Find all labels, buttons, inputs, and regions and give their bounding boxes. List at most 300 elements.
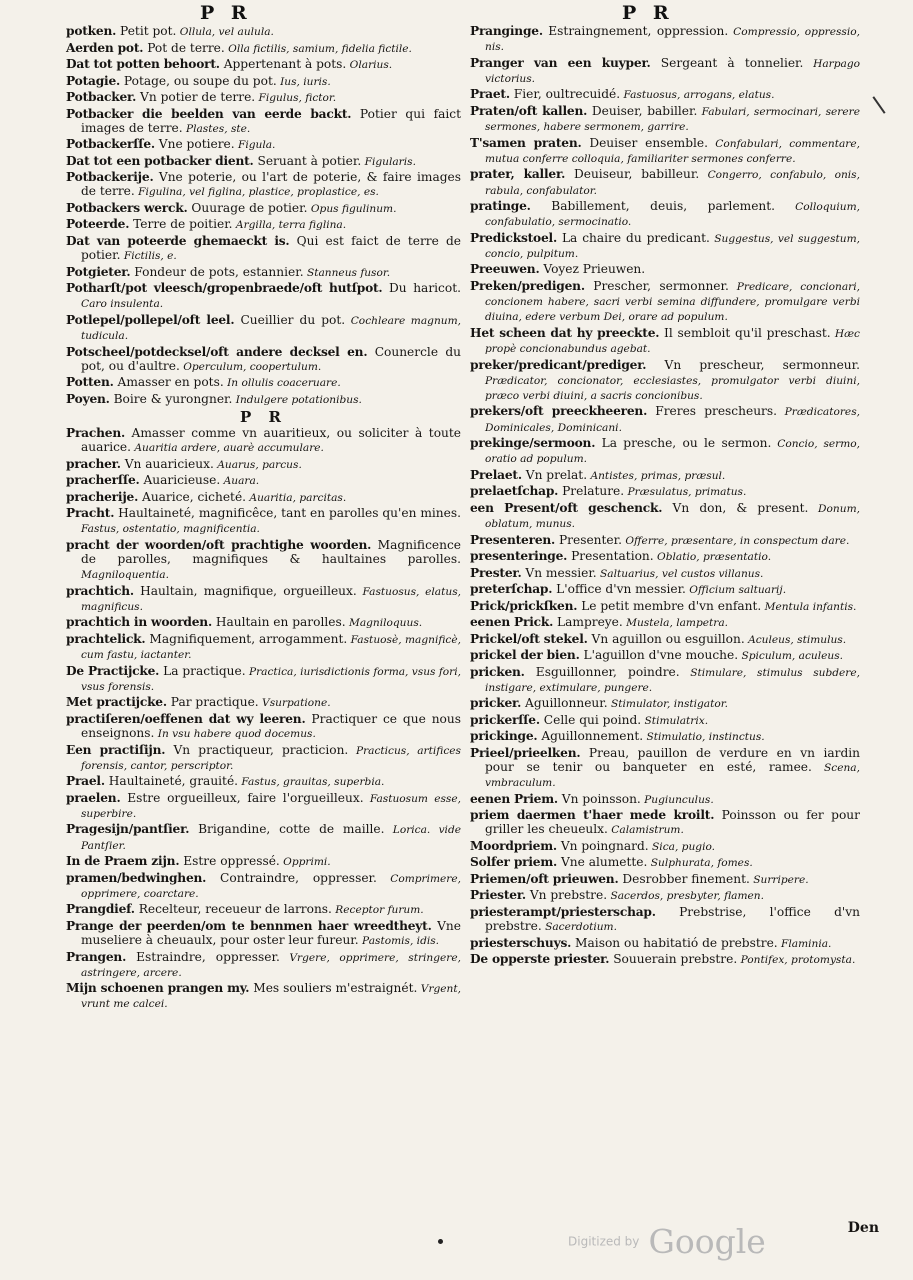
entry-headword: Potbackerije. xyxy=(66,170,154,185)
entry-latin: Magniloquus. xyxy=(345,617,423,630)
dictionary-entry xyxy=(470,566,860,581)
entry-headword: Poyen. xyxy=(66,391,110,406)
entry-headword: eenen Prick. xyxy=(470,615,554,630)
dictionary-entry xyxy=(66,473,461,488)
entry-headword: pracherſſe. xyxy=(66,473,140,488)
dictionary-entry xyxy=(66,902,461,917)
dictionary-entry xyxy=(66,201,461,216)
entry-latin: Figulina, vel figlina, plastice, proplastice, es. xyxy=(134,186,379,199)
dictionary-entry xyxy=(470,56,860,86)
entry-headword: prekers/oft preeckheeren. xyxy=(470,404,648,419)
entry-headword: prachtich. xyxy=(66,583,134,598)
entry-latin: Auaritia ardere, auarè accumulare. xyxy=(131,442,324,455)
entry-latin: Calamistrum. xyxy=(607,824,684,837)
entry-latin: Opus figulinum. xyxy=(307,202,397,215)
dictionary-entry xyxy=(470,549,860,564)
entry-latin: Saltuarius, vel custos villanus. xyxy=(596,567,764,580)
entry-latin: Præsulatus, primatus. xyxy=(624,486,747,499)
entry-latin: Auara. xyxy=(220,475,260,488)
entry-headword: Prange der peerden/om te bennmen haer wreedtheyt. xyxy=(66,918,432,933)
entry-french: Brigandine, cotte de maille. xyxy=(189,822,385,837)
entry-headword: Pracht. xyxy=(66,506,115,521)
dictionary-entry xyxy=(470,792,860,807)
entry-latin: Comprimere, opprimere, coarctare. xyxy=(81,872,461,900)
dictionary-entry xyxy=(470,648,860,663)
entry-headword: De opperste priester. xyxy=(470,952,610,967)
entry-headword: Preeuwen. xyxy=(470,262,540,277)
dictionary-entry xyxy=(66,170,461,199)
entry-headword: prekinge/sermoon. xyxy=(470,436,596,451)
entry-french: Counercle du pot, ou d'aultre. xyxy=(81,344,461,373)
entry-latin: Fastuosum esse, superbire. xyxy=(81,792,461,820)
dictionary-entry xyxy=(470,729,860,744)
entry-french: Amasser comme vn auaritieux, ou soliciter à toute auarice. xyxy=(81,425,461,455)
entry-latin: Spiculum, aculeus. xyxy=(738,650,843,663)
entry-french: Auarice, cicheté. xyxy=(138,489,247,504)
entry-french: Seruant à potier. xyxy=(253,153,362,168)
entry-latin: In ollulis coaceruare. xyxy=(223,377,341,390)
entry-latin: Mentula infantis. xyxy=(761,600,857,613)
dictionary-entry xyxy=(470,279,860,325)
dictionary-entry xyxy=(66,664,461,694)
entry-french: Vn auaricieux. xyxy=(120,456,214,471)
entry-french: L'office d'vn messier. xyxy=(552,582,686,597)
entry-headword: Predickstoel. xyxy=(470,230,558,245)
entry-headword: een Present/oft geschenck. xyxy=(470,500,663,515)
entry-french: Le petit membre d'vn enfant. xyxy=(577,598,762,613)
entry-headword: Praet. xyxy=(470,87,510,102)
entry-latin: Donum, oblatum, munus. xyxy=(485,502,860,531)
entry-latin: Plastes, ste. xyxy=(182,122,251,135)
entry-french: Presenter. xyxy=(555,532,622,547)
entry-latin: Officium saltuarij. xyxy=(685,584,787,597)
dictionary-entry xyxy=(470,358,860,404)
entry-headword: Praten/oft kallen. xyxy=(470,103,588,118)
entry-french: Vn poinsson. xyxy=(557,791,641,806)
entry-headword: eenen Priem. xyxy=(470,791,558,806)
entry-french: Haultaineté, grauité. xyxy=(104,774,239,789)
entry-headword: Prelaet. xyxy=(470,467,522,482)
entry-headword: Prester. xyxy=(470,565,522,580)
entry-headword: Mijn schoenen prangen my. xyxy=(66,981,250,996)
dictionary-entry xyxy=(66,281,461,311)
entry-headword: prachtich in woorden. xyxy=(66,615,212,630)
dictionary-entry xyxy=(66,24,461,39)
entry-french: Magnificence de parolles, magnifiques & haultaines parolles. xyxy=(81,537,461,567)
entry-latin: Sulphurata, fomes. xyxy=(647,857,753,870)
dictionary-entry xyxy=(470,746,860,791)
entry-french: Prelature. xyxy=(558,484,625,499)
entry-latin: Pugiunculus. xyxy=(640,793,714,806)
entry-latin: Stimulare, stimulus subdere, instigare, extimulare, pungere. xyxy=(485,666,860,694)
dictionary-entry xyxy=(66,217,461,232)
entry-french: Deuiser ensemble. xyxy=(581,135,708,150)
entry-latin: Sica, pugio. xyxy=(648,840,716,853)
entry-latin: Mustela, lampetra. xyxy=(622,617,729,630)
entry-latin: Operculum, coopertulum. xyxy=(179,360,322,373)
entry-latin: Aculeus, stimulus. xyxy=(744,633,847,646)
entry-latin: Olla fictilis, samium, fidelia fictile. xyxy=(224,42,412,55)
entry-latin: Cochleare magnum, tudicula. xyxy=(81,314,462,343)
dictionary-entry xyxy=(470,855,860,870)
entry-french: Pot de terre. xyxy=(143,40,225,55)
catchword: Den xyxy=(847,1220,879,1236)
dictionary-entry xyxy=(66,506,461,536)
entry-french: Estraindre, oppresser. xyxy=(126,949,280,964)
entry-latin: Pontifex, protomysta. xyxy=(737,954,856,967)
entry-headword: Potlepel/pollepel/oft leel. xyxy=(66,312,235,327)
entry-headword: Prangen. xyxy=(66,949,127,964)
entry-latin: Prædicatores, Dominicales, Dominicani. xyxy=(485,406,861,434)
entry-french: Potage, ou soupe du pot. xyxy=(120,73,277,88)
dictionary-entry xyxy=(470,713,860,728)
entry-headword: pracherije. xyxy=(66,489,139,504)
entry-headword: Moordpriem. xyxy=(470,838,557,853)
entry-headword: Prieel/prieelken. xyxy=(470,745,581,760)
entry-headword: pricker. xyxy=(470,696,522,711)
entry-headword: praelen. xyxy=(66,790,121,805)
entry-headword: preterſchap. xyxy=(470,582,553,597)
entry-latin: Harpago victorius. xyxy=(485,57,860,85)
entry-french: Vn messier. xyxy=(521,565,597,580)
entry-french: Magnifiquement, arrogamment. xyxy=(145,631,348,646)
entry-latin: Hæc propè concionabundus agebat. xyxy=(485,327,860,356)
entry-latin: Flaminia. xyxy=(777,937,832,950)
dictionary-entry xyxy=(66,538,461,583)
dictionary-entry xyxy=(66,822,461,852)
entry-latin: Auaritia, parcitas. xyxy=(246,491,347,504)
entry-latin: Surripere. xyxy=(749,873,809,886)
entry-latin: Figula. xyxy=(234,139,276,152)
entry-headword: De Practijcke. xyxy=(66,663,160,678)
dictionary-entry xyxy=(470,839,860,854)
entry-french: Vn prebstre. xyxy=(525,888,608,903)
entry-french: La presche, ou le sermon. xyxy=(595,436,772,451)
entry-headword: Prangdief. xyxy=(66,902,135,917)
entry-headword: Potten. xyxy=(66,375,114,390)
entry-french: Desrobber finement. xyxy=(618,871,750,886)
entry-headword: Prachen. xyxy=(66,425,126,440)
entry-headword: potken. xyxy=(66,24,117,38)
entry-latin: Scena, vmbraculum. xyxy=(485,761,860,790)
entry-latin: Stimulatio, instinctus. xyxy=(643,731,765,744)
entry-french: Cueillier du pot. xyxy=(234,312,346,327)
entry-latin: Receptor furum. xyxy=(331,904,424,917)
entry-headword: Prangi̇nge. xyxy=(470,24,543,38)
entry-latin: Magniloquentia. xyxy=(81,569,169,582)
section-heading: P R xyxy=(240,407,287,426)
entry-headword: Potagie. xyxy=(66,73,121,88)
entry-headword: preker/predicant/prediger. xyxy=(470,357,647,372)
entry-latin: Vsurpatione. xyxy=(258,697,331,710)
dictionary-entry xyxy=(470,599,860,614)
entry-headword: prickinge. xyxy=(470,729,538,744)
dictionary-entry xyxy=(66,107,461,136)
entry-headword: Priemen/oft prieuwen. xyxy=(470,871,619,886)
entry-french: Presentation. xyxy=(567,549,654,564)
entry-headword: priesterschuys. xyxy=(470,935,572,950)
dictionary-entry xyxy=(470,326,860,356)
entry-headword: Met practijcke. xyxy=(66,695,167,710)
entry-french: La chaire du predicant. xyxy=(557,230,710,245)
entry-headword: T'samen praten. xyxy=(470,135,582,150)
entry-headword: Preken/predigen. xyxy=(470,278,585,293)
entry-french: Contraindre, oppresser. xyxy=(206,870,377,885)
entry-latin: In vsu habere quod docemus. xyxy=(154,728,316,741)
dictionary-entry xyxy=(470,665,860,695)
entry-headword: Prael. xyxy=(66,774,105,789)
dictionary-entry xyxy=(66,392,461,407)
entry-french: Aguillonneur. xyxy=(521,696,608,711)
entry-latin: Lorica. vide Pantſier. xyxy=(81,824,461,852)
dictionary-entry xyxy=(66,234,461,263)
dictionary-entry xyxy=(470,615,860,630)
entry-headword: pracher. xyxy=(66,456,121,471)
entry-french: Deuiser, babiller. xyxy=(587,103,698,118)
dictionary-entry xyxy=(66,632,461,662)
entry-latin: Fastus, ostentatio, magnificentia. xyxy=(81,523,260,536)
entry-headword: pramen/bedwinghen. xyxy=(66,870,207,885)
entry-french: Sergeant à tonnelier. xyxy=(650,55,804,70)
entry-headword: Aerden pot. xyxy=(66,40,144,55)
watermark-logo: Google xyxy=(648,1222,766,1261)
entry-latin: Caro insulenta. xyxy=(81,298,164,311)
right-column xyxy=(470,24,860,969)
entry-headword: Pranger van een kuyper. xyxy=(470,55,651,70)
entry-french: Vn poingnard. xyxy=(556,838,649,853)
entry-french: Petit pot. xyxy=(116,24,177,38)
dictionary-entry xyxy=(66,154,461,169)
entry-french: Poinsson ou fer pour griller les cheueulx. xyxy=(485,808,860,837)
entry-french: Boire & yurongner. xyxy=(109,391,233,406)
dictionary-entry xyxy=(470,404,860,434)
dictionary-entry xyxy=(66,137,461,152)
entry-latin: Antistes, primas, præsul. xyxy=(587,469,726,482)
dictionary-entry xyxy=(470,936,860,951)
dictionary-entry xyxy=(470,533,860,548)
entry-french: Ouurage de potier. xyxy=(187,200,308,215)
entry-latin: Fastus, grauitas, superbia. xyxy=(238,776,385,789)
entry-french: Mes souliers m'estraignét. xyxy=(249,981,418,996)
entry-french: Vn prescheur, sermonneur. xyxy=(646,357,860,372)
entry-headword: Potbacker die beelden van eerde backt. xyxy=(66,106,352,121)
dictionary-entry xyxy=(66,375,461,390)
entry-latin: Auarus, parcus. xyxy=(213,458,302,471)
entry-latin: Prædicator, concionator, ecclesiastes, promulgator verbi diuini, præco verbi diuini, a sacris concionibus. xyxy=(485,374,860,402)
dictionary-entry xyxy=(66,457,461,472)
entry-latin: Offerre, præsentare, in conspectum dare. xyxy=(622,534,850,547)
dictionary-entry xyxy=(66,774,461,789)
entry-headword: Het scheen dat hy preeckte. xyxy=(470,325,660,340)
entry-latin: Ius, iuris. xyxy=(276,75,331,88)
dictionary-entry xyxy=(66,743,461,773)
entry-french: Haultaineté, magnificêce, tant en parolles qu'en mines. xyxy=(114,506,461,521)
entry-latin: Colloquium, confabulatio, sermocinatio. xyxy=(485,201,860,229)
dictionary-entry xyxy=(66,919,461,948)
dictionary-entry xyxy=(470,262,860,277)
dictionary-entry xyxy=(66,791,461,821)
entry-french: Practiquer ce que nous enseignons. xyxy=(81,711,461,741)
entry-headword: Pragesijn/pantſier. xyxy=(66,822,190,837)
entry-headword: Presenteren. xyxy=(470,532,556,547)
entry-french: Estre oppressé. xyxy=(179,854,280,869)
header-left: P R xyxy=(200,2,252,24)
entry-latin: Stanneus fusor. xyxy=(303,266,391,279)
entry-latin: Fictilis, e. xyxy=(120,250,177,263)
dictionary-entry xyxy=(470,632,860,647)
entry-headword: Prickel/oft stekel. xyxy=(470,631,588,646)
entry-latin: Practicus, artifices forensis, cantor, perscriptor. xyxy=(81,744,461,772)
dictionary-entry xyxy=(66,490,461,505)
entry-latin: Predicare, concionari, concionem habere, sacri verbi semina diffundere, promulgare verbi diuina, edere verbum Dei, orare ad populum. xyxy=(485,280,861,324)
entry-french: L'aguillon d'vne mouche. xyxy=(579,648,739,663)
dictionary-entry xyxy=(66,74,461,89)
entry-headword: Dat tot een potbacker dient. xyxy=(66,153,254,168)
entry-latin: Pastomis, idis. xyxy=(358,935,440,948)
dictionary-entry xyxy=(470,952,860,967)
entry-headword: prater, kaller. xyxy=(470,167,566,182)
entry-headword: Dat van poteerde ghemaeckt is. xyxy=(66,233,290,248)
entry-headword: Priester. xyxy=(470,888,526,903)
watermark-small: Digitized by xyxy=(568,1234,640,1249)
dictionary-entry xyxy=(470,808,860,837)
dictionary-entry xyxy=(66,854,461,869)
left-column xyxy=(66,24,461,1013)
entry-latin: Opprimi. xyxy=(279,856,331,869)
entry-latin: Sacerdotium. xyxy=(541,921,617,934)
entry-french: Vne potiere. xyxy=(154,137,235,152)
entry-headword: Poteerde. xyxy=(66,217,130,232)
entry-latin: Vrgere, opprimere, stringere, astringere, arcere. xyxy=(81,951,461,979)
header-right: P R xyxy=(622,2,674,24)
entry-french: Vne alumette. xyxy=(557,855,648,870)
entry-french: Haultain, magnifique, orgueilleux. xyxy=(133,583,357,598)
dictionary-entry xyxy=(470,468,860,483)
entry-headword: Potgieter. xyxy=(66,264,131,279)
dictionary-entry xyxy=(470,104,860,134)
entry-headword: Dat tot potten behoort. xyxy=(66,57,220,71)
entry-headword: Potharſt/pot vleesch/gropenbraede/oft hutſpot. xyxy=(66,281,383,296)
entry-latin: Confabulari, commentare, mutua conferre colloquia, familiariter sermones conferre. xyxy=(485,137,860,165)
entry-french: Esguillonner, poindre. xyxy=(524,664,680,679)
entry-headword: Prick/prickſken. xyxy=(470,598,578,613)
entry-latin: Fastuosus, arrogans, elatus. xyxy=(620,89,775,102)
margin-mark xyxy=(872,96,885,114)
entry-latin: Fabulari, sermocinari, serere sermones, habere sermonem, garrire. xyxy=(485,105,860,134)
entry-french: Vn don, & present. xyxy=(662,500,809,515)
entry-french: Recelteur, receueur de larrons. xyxy=(134,902,332,917)
entry-french: Deuiseur, babilleur. xyxy=(565,167,700,182)
dictionary-entry xyxy=(470,436,860,466)
entry-french: Terre de poitier. xyxy=(129,217,233,232)
entry-headword: prickerſſe. xyxy=(470,712,540,727)
dictionary-entry xyxy=(66,265,461,280)
dictionary-entry xyxy=(470,87,860,102)
entry-french: Vn prelat. xyxy=(521,467,588,482)
entry-french: Celle qui poind. xyxy=(539,712,642,727)
entry-french: Fier, oultrecuidé. xyxy=(509,87,621,102)
digitized-watermark xyxy=(568,1222,766,1261)
entry-french: Lampreye. xyxy=(553,615,623,630)
entry-french: Estraingnement, oppression. xyxy=(542,24,729,38)
entry-french: Aguillonnement. xyxy=(537,729,644,744)
entry-headword: Potbackers werck. xyxy=(66,200,188,215)
entry-latin: Suggestus, vel suggestum, concio, pulpitum. xyxy=(485,232,861,260)
entry-latin: Argilla, terra figlina. xyxy=(232,219,347,232)
entry-latin: Indulgere potationibus. xyxy=(232,393,362,406)
entry-headword: prelaetſchap. xyxy=(470,484,559,499)
entry-headword: presenteringe. xyxy=(470,549,568,564)
dictionary-entry xyxy=(470,905,860,934)
dictionary-entry xyxy=(66,712,461,741)
dictionary-entry xyxy=(66,695,461,710)
dictionary-entry xyxy=(470,501,860,531)
entry-french: Vn aguillon ou esguillon. xyxy=(587,631,745,646)
dictionary-entry xyxy=(470,199,860,229)
ink-dot xyxy=(438,1239,443,1244)
entry-french: Souuerain prebstre. xyxy=(609,952,738,967)
entry-french: Prebstrise, l'office d'vn prebstre. xyxy=(485,904,860,934)
entry-french: Estre orgueilleux, faire l'orgueilleux. xyxy=(120,790,364,805)
entry-latin: Congerro, confabulo, onis, rabula, confabulator. xyxy=(485,169,860,197)
entry-french: Babillement, deuis, parlement. xyxy=(530,199,776,214)
entry-french: Par practique. xyxy=(166,695,259,710)
dictionary-entry xyxy=(470,136,860,166)
entry-latin: Fastuosè, magnificè, cum fastu, iactanter. xyxy=(81,633,461,662)
entry-french: Fondeur de pots, estannier. xyxy=(130,264,304,279)
dictionary-entry xyxy=(470,582,860,597)
entry-french: Potier qui faict images de terre. xyxy=(81,106,461,135)
entry-french: Amasser en pots. xyxy=(113,375,224,390)
entry-latin: Fastuosus, elatus, magnificus. xyxy=(81,585,462,613)
entry-latin: Practica, iurisdictionis forma, vsus fori, vsus forensis. xyxy=(81,665,461,693)
entry-latin: Sacerdos, presbyter, flamen. xyxy=(607,890,764,903)
entry-french: Vn practiqueur, practicion. xyxy=(165,742,349,757)
entry-headword: In de Praem zijn. xyxy=(66,854,180,869)
entry-latin: Figulus, fictor. xyxy=(255,92,337,104)
dictionary-entry xyxy=(470,167,860,197)
dictionary-entry xyxy=(66,57,461,72)
entry-latin: Figularis. xyxy=(361,155,416,168)
dictionary-entry xyxy=(470,484,860,499)
dictionary-entry xyxy=(66,90,461,105)
entry-latin: Stimulator, instigator. xyxy=(607,698,729,711)
dictionary-entry xyxy=(66,981,461,1011)
entry-french: Prescher, sermonner. xyxy=(584,278,729,293)
dictionary-entry xyxy=(66,41,461,56)
dictionary-entry xyxy=(470,24,860,54)
dictionary-entry xyxy=(470,888,860,903)
entry-french: Haultain en parolles. xyxy=(212,615,346,630)
entry-french: Auaricieuse. xyxy=(139,473,221,488)
dictionary-entry xyxy=(66,313,461,343)
page-header xyxy=(0,2,913,24)
entry-headword: priem daermen t'haer mede kroilt. xyxy=(470,808,715,823)
entry-french: Vn potier de terre. xyxy=(136,90,256,104)
entry-french: La practique. xyxy=(159,663,246,678)
dictionary-entry xyxy=(470,696,860,711)
entry-headword: Een practiſijn. xyxy=(66,742,166,757)
entry-headword: pracht der woorden/oft prachtighe woorden. xyxy=(66,537,372,552)
entry-french: Voyez Prieuwen. xyxy=(539,262,646,277)
entry-french: Preau, pauillon de verdure en vn iardin pour se tenir ou banqueter en esté, ramee. xyxy=(485,745,860,774)
dictionary-entry xyxy=(66,426,461,455)
entry-french: Freres prescheurs. xyxy=(647,404,778,419)
entry-french: Appertenant à pots. xyxy=(219,57,347,71)
entry-headword: prachtelick. xyxy=(66,631,146,646)
entry-french: Vne poterie, ou l'art de poterie, & faire images de terre. xyxy=(81,170,461,199)
entry-french: Du haricot. xyxy=(382,281,461,296)
